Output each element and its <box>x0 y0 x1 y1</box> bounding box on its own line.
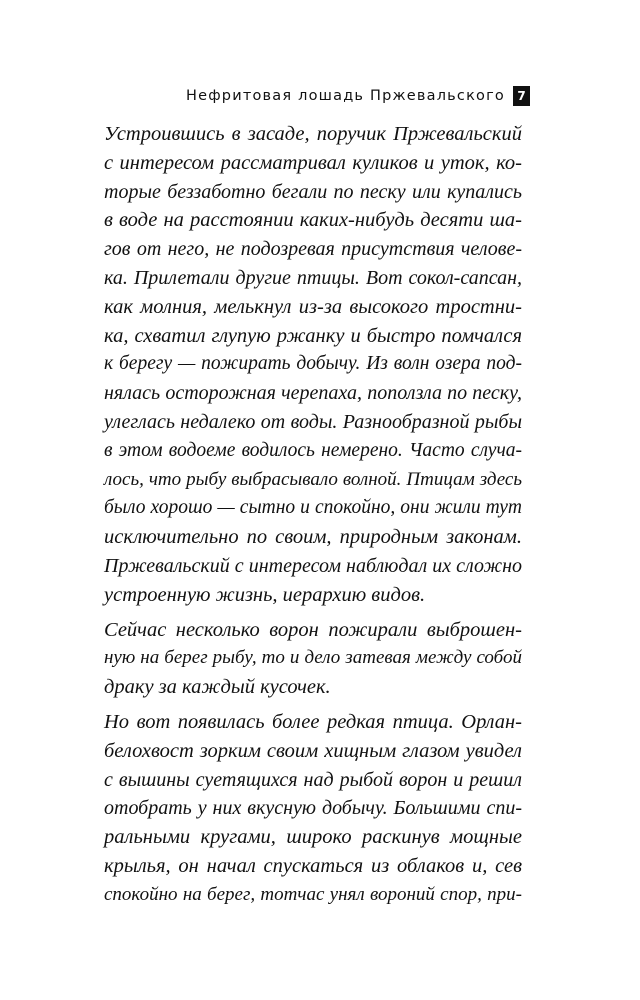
page-number: 7 <box>513 86 530 106</box>
text-line: с интересом рассматривал куликов и уток, ко- <box>104 151 522 174</box>
text-line: Пржевальский с интересом наблюдал их сложно <box>104 554 522 577</box>
body-text <box>104 120 522 916</box>
text-line: было хорошо — сытно и спокойно, они жили тут <box>104 497 522 519</box>
text-line: белохвост зорким своим хищным глазом увидел <box>104 739 522 762</box>
paragraph-3 <box>104 708 522 910</box>
text-line: улеглась недалеко от воды. Разнообразной рыбы <box>104 410 522 433</box>
paragraph-1 <box>104 120 522 610</box>
paragraph-2 <box>104 616 522 702</box>
text-line: спокойно на берег, тотчас унял вороний спор, при- <box>104 883 522 905</box>
text-line: ральными кругами, широко раскинув мощные <box>104 826 522 849</box>
text-line: в воде на расстоянии каких-нибудь десяти ша- <box>104 209 522 232</box>
text-line: Устроившись в засаде, поручик Пржевальский <box>104 123 522 145</box>
text-line: устроенную жизнь, иерархию видов. <box>104 583 426 606</box>
text-line: ка. Прилетали другие птицы. Вот сокол-сапсан, <box>104 266 522 289</box>
text-line: лось, что рыбу выбрасывало волной. Птицам здесь <box>104 468 522 490</box>
text-line: Сейчас несколько ворон пожирали выброшен- <box>104 618 522 641</box>
text-line: торые беззаботно бегали по песку или купались <box>104 180 522 203</box>
running-head <box>186 86 530 106</box>
text-line: отобрать у них вкусную добычу. Большими спи- <box>104 797 522 820</box>
text-line: ную на берег рыбу, то и дело затевая между собой <box>104 647 522 669</box>
text-line: гов от него, не подозревая присутствия челове- <box>104 238 522 261</box>
text-line: Но вот появилась более редкая птица. Орлан- <box>104 710 522 733</box>
text-line: нялась осторожная черепаха, поползла по песку, <box>104 382 522 405</box>
running-title: Нефритовая лошадь Пржевальского <box>185 88 505 104</box>
text-line: крылья, он начал спускаться из облаков и, сев <box>104 854 522 877</box>
text-line: к берегу — пожирать добычу. Из волн озера под- <box>104 353 522 375</box>
text-line: с вышины суетящихся над рыбой ворон и решил <box>104 768 522 791</box>
text-line: исключительно по своим, природным законам. <box>104 526 522 549</box>
text-line: ка, схватил глупую ржанку и быстро помчался <box>104 324 522 347</box>
text-line: в этом водоеме водилось немерено. Часто случа- <box>104 439 522 461</box>
text-line: драку за каждый кусочек. <box>104 676 331 699</box>
text-line: как молния, мелькнул из-за высокого тростни- <box>104 295 522 318</box>
